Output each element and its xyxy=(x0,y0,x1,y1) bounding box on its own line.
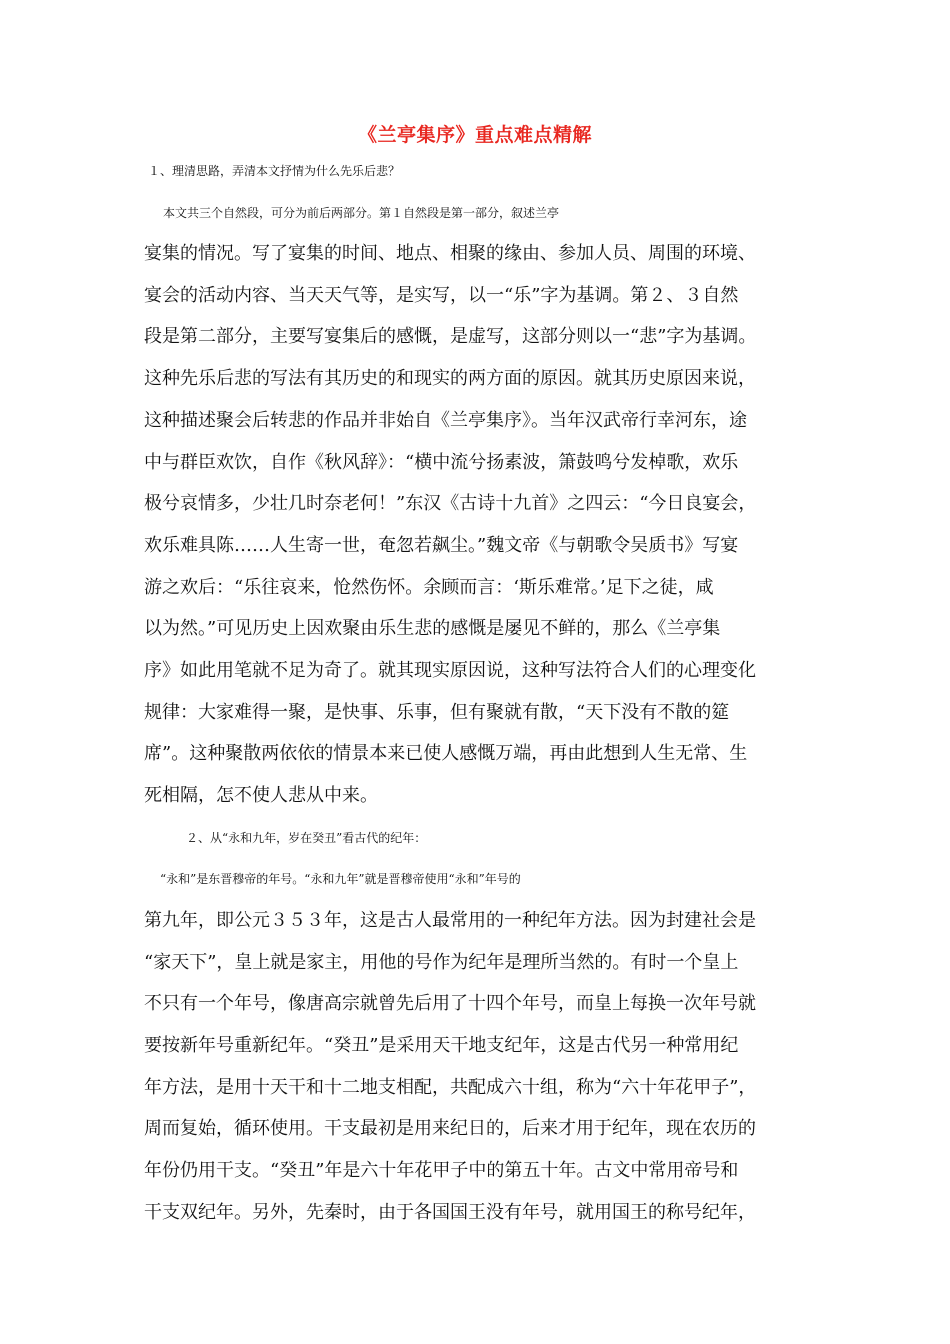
text-line: 死相隔，怎不使人悲从中来。 xyxy=(144,785,378,806)
text-line: 年方法，是用十天干和十二地支相配，共配成六十组，称为“六十年花甲子”， xyxy=(144,1077,757,1098)
text-line: 年份仍用干支。“癸丑”年是六十年花甲子中的第五十年。古文中常用帝号和 xyxy=(144,1160,739,1181)
text-line: 序》如此用笔就不足为奇了。就其现实原因说，这种写法符合人们的心理变化 xyxy=(144,660,756,681)
document-title: 《兰亭集序》重点难点精解 xyxy=(357,124,592,146)
text-line: 欢乐难具陈……人生寄一世，奄忽若飙尘。”魏文帝《与朝歌令吴质书》写宴 xyxy=(144,535,739,556)
text-line: 本文共三个自然段，可分为前后两部分。第１自然段是第一部分，叙述兰亭 xyxy=(163,206,560,220)
text-line: 周而复始，循环使用。干支最初是用来纪日的，后来才用于纪年，现在农历的 xyxy=(144,1118,756,1139)
text-line: 宴会的活动内容、当天天气等，是实写，以一“乐”字为基调。第２、３自然 xyxy=(144,285,739,306)
text-line: 极兮哀情多，少壮几时奈老何！”东汉《古诗十九首》之四云：“今日良宴会， xyxy=(144,493,757,514)
text-line: 规律：大家难得一聚，是快事、乐事，但有聚就有散，“天下没有不散的筵 xyxy=(144,702,730,723)
text-line: 段是第二部分，主要写宴集后的感慨，是虚写，这部分则以一“悲”字为基调。 xyxy=(144,326,757,347)
question-2: ２、从“永和九年，岁在癸丑”看古代的纪年： xyxy=(186,831,427,845)
text-line: 以为然。”可见历史上因欢聚由乐生悲的感慨是屡见不鲜的，那么《兰亭集 xyxy=(144,618,721,639)
text-line: 这种先乐后悲的写法有其历史的和现实的两方面的原因。就其历史原因来说， xyxy=(144,368,756,389)
text-line: “家天下”，皇上就是家主，用他的号作为纪年是理所当然的。有时一个皇上 xyxy=(144,952,739,973)
text-line: 席”。这种聚散两依依的情景本来已使人感慨万端，再由此想到人生无常、生 xyxy=(144,743,748,764)
text-line: “永和”是东晋穆帝的年号。“永和九年”就是晋穆帝使用“永和”年号的 xyxy=(160,872,521,886)
question-1: １、理清思路，弄清本文抒情为什么先乐后悲？ xyxy=(148,164,401,178)
text-line: 这种描述聚会后转悲的作品并非始自《兰亭集序》。当年汉武帝行幸河东，途 xyxy=(144,410,747,431)
text-line: 宴集的情况。写了宴集的时间、地点、相聚的缘由、参加人员、周围的环境、 xyxy=(144,243,756,264)
text-line: 第九年，即公元３５３年，这是古人最常用的一种纪年方法。因为封建社会是 xyxy=(144,910,756,931)
text-line: 要按新年号重新纪年。“癸丑”是采用天干地支纪年，这是古代另一种常用纪 xyxy=(144,1035,739,1056)
text-line: 干支双纪年。另外，先秦时，由于各国国王没有年号，就用国王的称号纪年， xyxy=(144,1202,756,1223)
text-line: 中与群臣欢饮，自作《秋风辞》：“横中流兮扬素波，箫鼓鸣兮发棹歌，欢乐 xyxy=(144,452,739,473)
text-line: 游之欢后：“乐往哀来，怆然伤怀。余顾而言：‘斯乐难常。’足下之徒，咸 xyxy=(144,577,714,598)
text-line: 不只有一个年号，像唐高宗就曾先后用了十四个年号，而皇上每换一次年号就 xyxy=(144,993,756,1014)
